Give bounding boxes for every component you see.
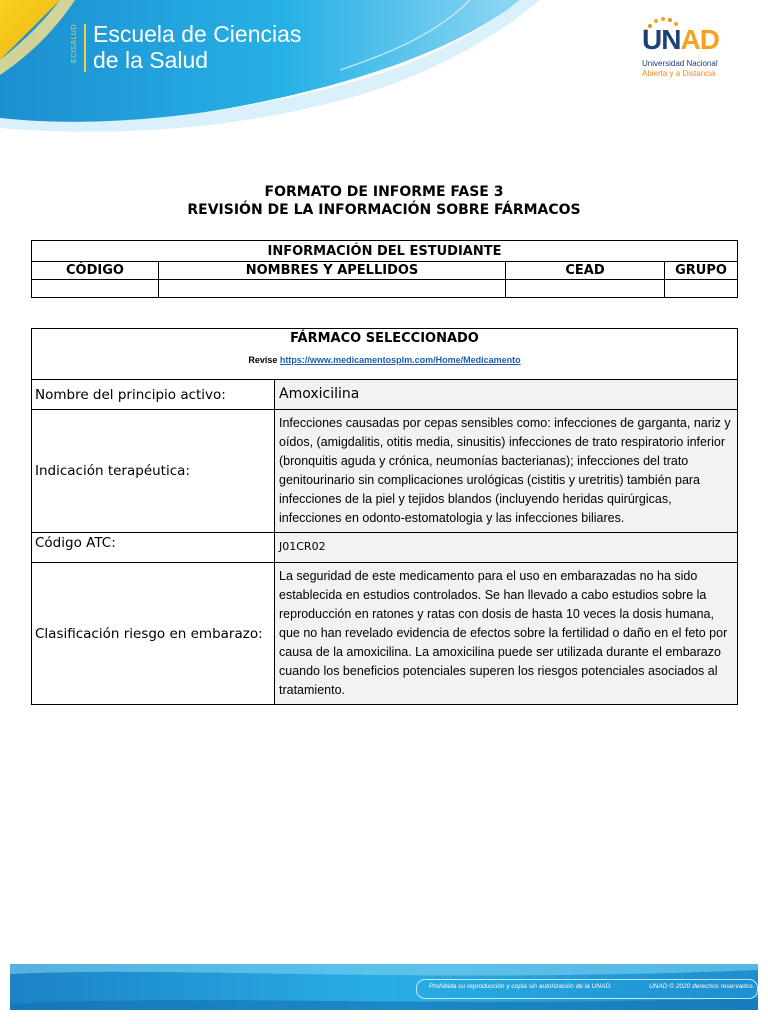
col-grupo: GRUPO <box>665 262 738 280</box>
row-label-embarazo: Clasificación riesgo en embarazo: <box>32 563 275 705</box>
col-cead: CEAD <box>506 262 665 280</box>
col-nombres: NOMBRES Y APELLIDOS <box>159 262 506 280</box>
title-line2: REVISIÓN DE LA INFORMACIÓN SOBRE FÁRMACOS <box>187 202 581 218</box>
row-label-atc: Código ATC: <box>32 533 275 563</box>
row-label-indicacion: Indicación terapéutica: <box>32 410 275 533</box>
logo-wordmark: UNAD <box>642 24 719 55</box>
student-table-header: INFORMACIÓN DEL ESTUDIANTE <box>32 241 738 262</box>
row-value-atc: J01CR02 <box>275 533 738 563</box>
drug-table-title: FÁRMACO SELECCIONADO <box>290 331 479 346</box>
input-nombres[interactable] <box>159 280 506 298</box>
page-header-banner <box>0 0 768 140</box>
row-value-embarazo: La seguridad de este medicamento para el uso en embarazadas no ha sido establecida en estudios controlados. Se han llevado a cabo estudios sobre la reproducción en ratones y ratas con dosis de hasta 10 veces la dosis humana, que no han revelado evidencia de efectos sobre la fertilidad o daño en el feto por causa de la amoxicilina. La amoxicilina puede ser utilizada durante el embarazo cuando los beneficios potenciales superen los riesgos potenciales asociados al tratamiento. <box>275 563 738 705</box>
logo-subtitle-2: Abierta y a Distancia <box>642 69 716 78</box>
input-codigo[interactable] <box>32 280 159 298</box>
input-grupo[interactable] <box>665 280 738 298</box>
row-value-indicacion: Infecciones causadas por cepas sensibles como: infecciones de garganta, nariz y oídos, (amigdalitis, otitis media, sinusitis) infecciones de trato respiratorio inferior (bronquitis aguda y crónica, neumonías bacterianas); infecciones del trato genitourinario sin complicaciones urológicas (cistitis y uretritis) también para infecciones de la piel y tejidos blandos (incluyendo heridas quirúrgicas, infecciones en odonto-estomatologia y las infecciones biliares. <box>275 410 738 533</box>
drug-table-header <box>32 329 738 380</box>
row-value-principio: Amoxicilina <box>275 380 738 410</box>
school-name-line2: de la Salud <box>93 47 209 73</box>
document-title <box>0 183 768 219</box>
page-footer-banner <box>10 964 758 1010</box>
drug-table <box>31 328 738 705</box>
revise-line <box>35 355 734 365</box>
logo-subtitle-1: Universidad Nacional <box>642 59 718 68</box>
ecisalud-tag: ECISALUD <box>71 23 79 64</box>
row-label-principio: Nombre del principio activo: <box>32 380 275 410</box>
title-line1: FORMATO DE INFORME FASE 3 <box>264 184 504 200</box>
col-codigo: CÓDIGO <box>32 262 159 280</box>
revise-label: Revise <box>248 355 278 365</box>
footer-notice-right: UNAD © 2020 derechos reservados. <box>649 983 755 990</box>
input-cead[interactable] <box>506 280 665 298</box>
footer-notice-left: Prohibida su reproducción y copia sin autorización de la UNAD. <box>429 983 612 990</box>
school-name-line1: Escuela de Ciencias <box>93 21 302 47</box>
unad-logo <box>632 16 732 86</box>
school-name <box>93 21 301 73</box>
student-info-table <box>31 240 738 298</box>
footer-notice <box>416 979 758 999</box>
medicamentos-link[interactable]: https://www.medicamentosplm.com/Home/Medicamento <box>279 355 521 365</box>
